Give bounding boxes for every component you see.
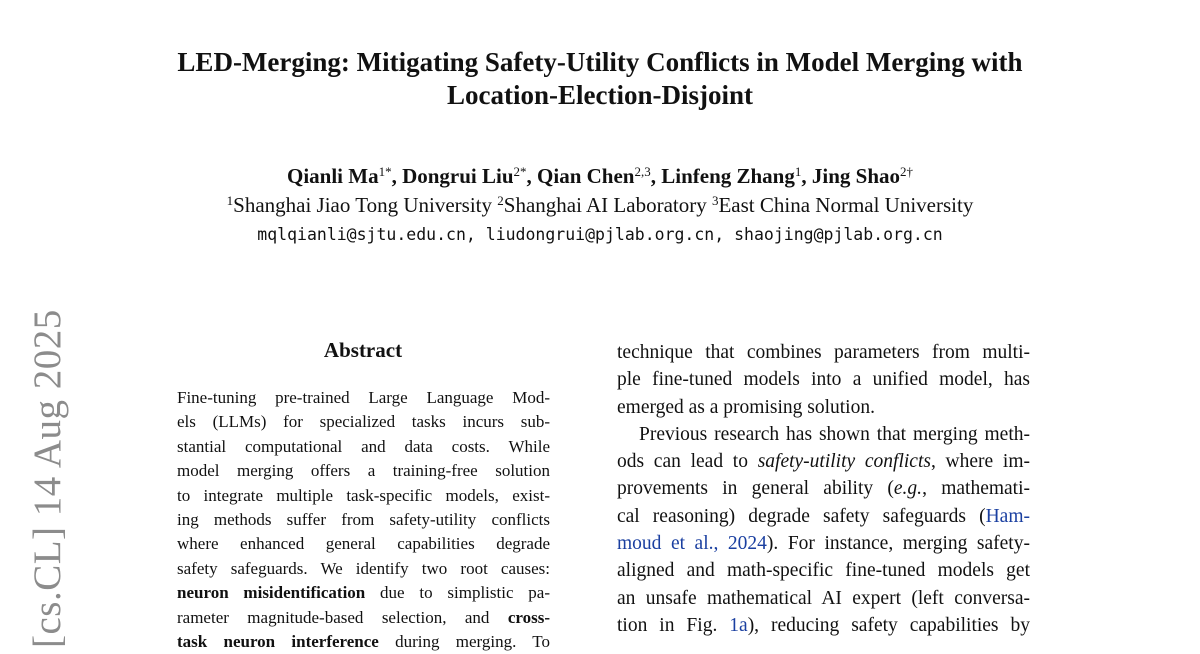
body-line: Previous research has shown that merging meth- [639, 423, 1030, 445]
author-separator: , [801, 164, 812, 188]
body-text: , mathemati- [922, 478, 1030, 500]
author-name: Qian Chen [537, 164, 635, 188]
abstract-line: Fine-tuning pre-trained Large Language Mod- [177, 388, 550, 407]
bold-term: neuron misidentification [177, 583, 366, 603]
body-text: ). For instance, merging safety- [766, 533, 1030, 555]
body-text: , where im- [930, 451, 1030, 473]
title-line-2: Location-Election-Disjoint [447, 80, 753, 110]
author-separator: , [391, 164, 403, 188]
body-line [617, 503, 1030, 530]
body-text: provements in general ability ( [617, 478, 894, 500]
body-line [617, 475, 1030, 502]
paper-title [0, 46, 1200, 112]
body-line [617, 530, 1030, 557]
affiliations [0, 192, 1200, 218]
author-list [0, 163, 1200, 189]
body-line [617, 612, 1030, 639]
abstract-line: els (LLMs) for specialized tasks incurs sub- [177, 412, 550, 432]
abstract-line: where enhanced general capabilities degrade [177, 534, 550, 554]
author-name: Dongrui Liu [402, 164, 514, 188]
abstract-text: during merging. To [378, 632, 550, 652]
body-text: tion in Fig. [617, 614, 730, 636]
abstract-text: rameter magnitude-based selection, and [177, 607, 508, 627]
author-affiliation-mark: 1* [378, 164, 392, 179]
abstract-line: stantial computational and data costs. While [177, 436, 550, 456]
author-separator: , [526, 164, 538, 188]
citation-link[interactable]: moud et al., 2024 [617, 533, 767, 555]
arxiv-stamp: [cs.CL] 14 Aug 2025 [26, 309, 69, 648]
author-emails: mqlqianli@sjtu.edu.cn, liudongrui@pjlab.org.cn, shaojing@pjlab.org.cn [257, 225, 943, 244]
affiliation-number: 1 [226, 193, 234, 208]
affiliation-name: East China Normal University [718, 193, 974, 217]
abstract-heading: Abstract [323, 338, 403, 362]
abstract-line: safety safeguards. We identify two root causes: [177, 558, 550, 578]
body-text: cal reasoning) degrade safety safeguards ( [617, 505, 986, 527]
figure-ref-link[interactable]: 1a [729, 614, 748, 636]
abstract-body [177, 386, 550, 654]
author-affiliation-mark: 1 [794, 164, 802, 179]
author-affiliation-mark: 2* [513, 164, 527, 179]
author-name: Linfeng Zhang [661, 164, 795, 188]
body-text: ), reducing safety capabilities by [747, 614, 1030, 636]
abstract-line: model merging offers a training-free solution [177, 461, 550, 481]
abstract-line: to integrate multiple task-specific models, exist- [177, 485, 550, 505]
abstract-line: ing methods suffer from safety-utility conflicts [177, 510, 550, 530]
affiliation-number: 3 [711, 193, 719, 208]
author-name: Qianli Ma [286, 164, 379, 188]
author-name: Jing Shao [811, 164, 900, 188]
body-line [617, 448, 1030, 475]
body-line: ple fine-tuned models into a unified model, has [617, 369, 1030, 391]
author-affiliation-mark: 2,3 [634, 164, 651, 179]
affiliation-name: Shanghai AI Laboratory [503, 193, 707, 217]
abstract-text: due to simplistic pa- [365, 583, 550, 603]
author-separator: , [650, 164, 662, 188]
body-line: technique that combines parameters from multi- [617, 342, 1030, 363]
abstract-line [177, 581, 550, 605]
affiliation-name: Shanghai Jiao Tong University [233, 193, 493, 217]
bold-term: task neuron interference [177, 632, 379, 652]
body-line: an unsafe mathematical AI expert (left conversa- [617, 587, 1030, 609]
emphasis-term: safety-utility conflicts [757, 451, 931, 473]
bold-term: cross- [507, 607, 550, 627]
affiliation-number: 2 [497, 193, 504, 208]
emphasis-term: e.g. [893, 478, 923, 500]
body-line: emerged as a promising solution. [617, 396, 875, 418]
body-text: ods can lead to [617, 451, 758, 473]
abstract-line [177, 630, 550, 654]
citation-link[interactable]: Ham- [985, 505, 1030, 527]
author-affiliation-mark: 2† [900, 164, 913, 179]
abstract-line [177, 606, 550, 630]
title-line-1: LED-Merging: Mitigating Safety-Utility Conflicts in Model Merging with [177, 47, 1023, 77]
body-line: aligned and math-specific fine-tuned models get [617, 560, 1030, 582]
intro-column [617, 339, 1030, 639]
